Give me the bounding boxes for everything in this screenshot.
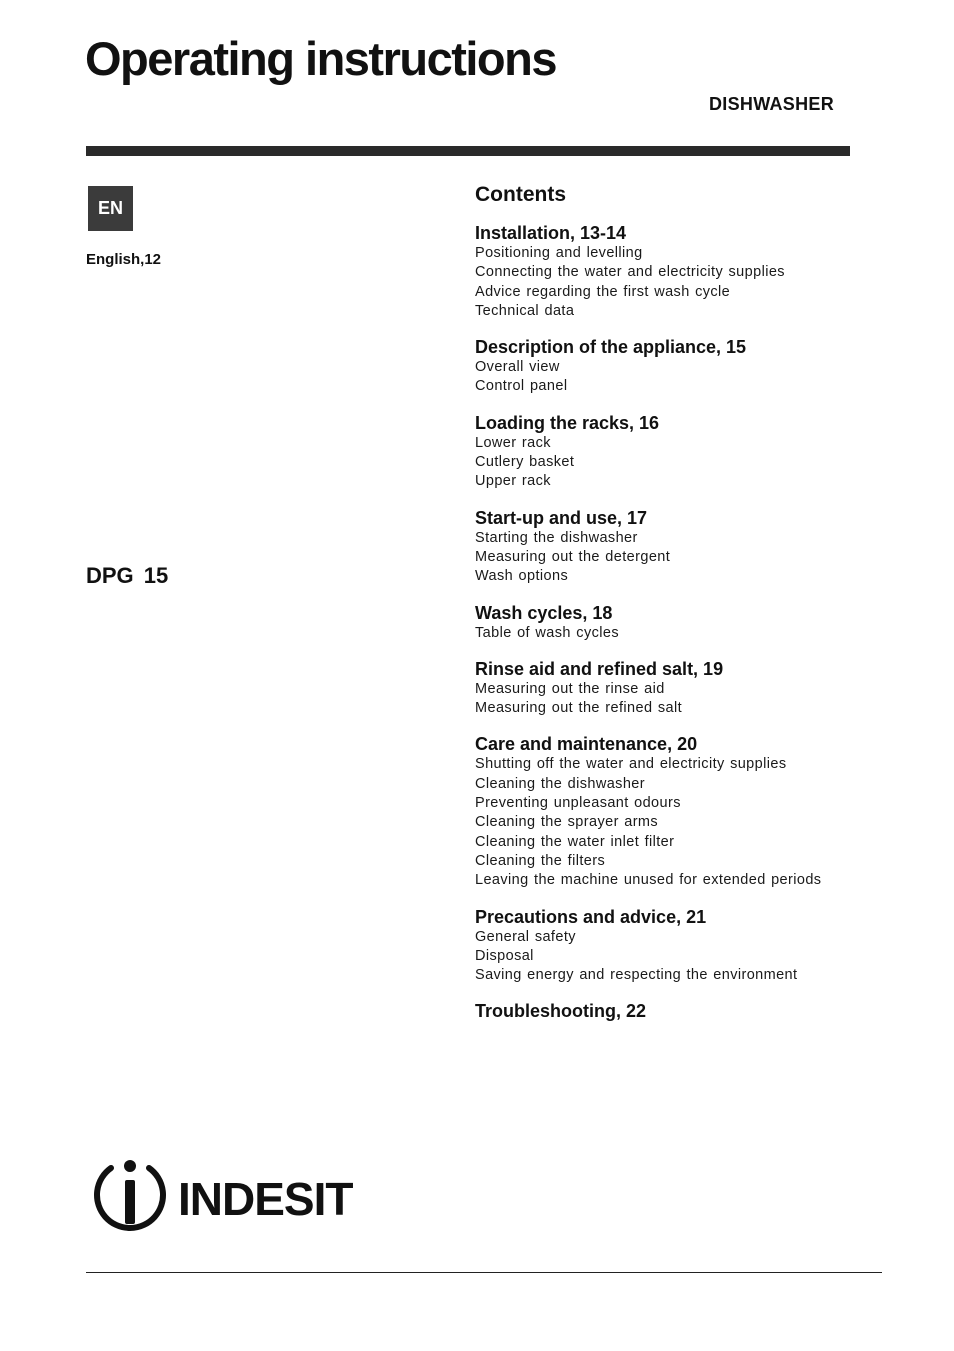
footer-divider [86, 1272, 882, 1273]
section-item: Cleaning the filters [475, 852, 606, 869]
contents-section [475, 507, 875, 587]
section-item: General safety [475, 928, 576, 945]
product-category: DISHWASHER [708, 94, 834, 114]
contents-title: Contents [475, 183, 566, 206]
section-item: Measuring out the refined salt [475, 700, 683, 717]
section-heading: Troubleshooting, 22 [475, 1001, 647, 1022]
section-heading: Loading the racks, 16 [475, 412, 660, 433]
section-heading: Description of the appliance, 15 [475, 337, 747, 358]
section-item: Upper rack [475, 473, 551, 490]
section-item: Measuring out the rinse aid [475, 680, 665, 697]
section-item: Leaving the machine unused for extended periods [475, 872, 822, 889]
section-item: Starting the dishwasher [475, 529, 638, 546]
logo-dot [124, 1160, 136, 1172]
section-item: Overall view [475, 359, 560, 376]
section-item: Connecting the water and electricity supplies [475, 264, 785, 281]
model-number: DPG 15 [86, 563, 169, 588]
table-of-contents [475, 182, 875, 1037]
language-badge [88, 186, 133, 231]
section-item: Advice regarding the first wash cycle [475, 283, 731, 300]
contents-section [475, 658, 875, 719]
section-heading: Start-up and use, 17 [475, 507, 648, 528]
contents-sections [475, 222, 875, 1022]
language-page-reference: English,12 [86, 251, 162, 268]
section-heading: Installation, 13-14 [475, 223, 627, 243]
section-item: Positioning and levelling [475, 245, 643, 261]
section-item: Technical data [475, 302, 575, 319]
section-item: Saving energy and respecting the environment [475, 967, 798, 984]
section-item: Wash options [475, 568, 569, 585]
contents-section [475, 602, 875, 643]
section-item: Cleaning the water inlet filter [475, 833, 675, 850]
section-item: Table of wash cycles [475, 624, 619, 641]
indesit-logo-icon [92, 1158, 372, 1234]
section-item: Preventing unpleasant odours [475, 795, 681, 812]
section-heading: Precautions and advice, 21 [475, 906, 707, 927]
section-item: Cutlery basket [475, 454, 575, 471]
contents-section [475, 906, 875, 986]
section-item: Shutting off the water and electricity supplies [475, 756, 787, 773]
section-heading: Care and maintenance, 20 [475, 734, 698, 755]
logo-stem [125, 1180, 135, 1224]
contents-section [475, 733, 875, 890]
section-heading: Rinse aid and refined salt, 19 [475, 658, 724, 679]
section-item: Disposal [475, 947, 534, 964]
contents-section [475, 1000, 875, 1022]
contents-section [475, 412, 875, 492]
section-heading: Wash cycles, 18 [475, 602, 613, 623]
section-item: Lower rack [475, 434, 551, 451]
contents-section [475, 336, 875, 397]
contents-section [475, 222, 875, 321]
page-title: Operating instructions [85, 32, 556, 85]
section-item: Measuring out the detergent [475, 548, 671, 565]
section-item: Control panel [475, 378, 568, 395]
section-item: Cleaning the sprayer arms [475, 814, 659, 831]
section-item: Cleaning the dishwasher [475, 775, 645, 792]
logo-wordmark: INDESIT [178, 1173, 353, 1225]
header-divider [86, 146, 850, 156]
language-badge-label: EN [97, 198, 123, 218]
